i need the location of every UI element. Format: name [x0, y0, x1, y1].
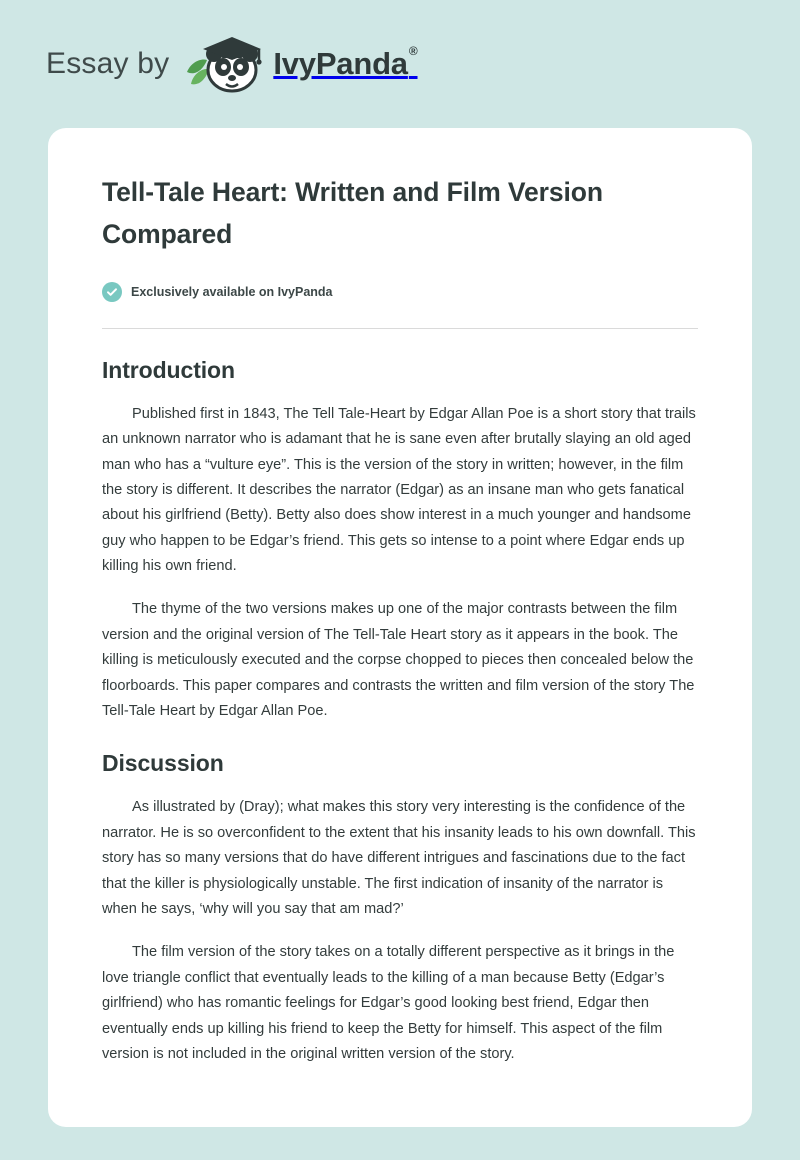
check-circle-icon [102, 282, 122, 302]
brand-name-text: IvyPanda [273, 46, 408, 81]
paragraph: The thyme of the two versions makes up one of the major contrasts between the film version and the original version of The Tell-Tale Heart story as it appears in the book. The killing is meticulously executed and the corpse chopped to pieces then concealed below the floorboards. This paper compares and contrasts the written and film version of the story The Tell-Tale Heart by Edgar Allan Poe. [102, 601, 695, 720]
site-header [0, 0, 800, 128]
title-divider [102, 328, 698, 329]
paragraph: Published first in 1843, The Tell Tale-Heart by Edgar Allan Poe is a short story that trails an unknown narrator who is adamant that he is sane even after brutally slaying an old aged man who has a “vulture eye”. This is the version of the story in written; however, in the film the story is different. It describes the narrator (Edgar) as an insane man who gets fanatical about his girlfriend (Betty). Betty also does show interest in a much younger and handsome guy who happen to be Edgar’s friend. This gets so intense to a point where Edgar ends up killing his own friend. [102, 405, 696, 575]
paragraph: As illustrated by (Dray); what makes this story very interesting is the confidence of the narrator. He is so overconfident to the extent that his insanity leads to his own downfall. This story has so many versions that do have different intrigues and fascinations due to the fact that the killer is physiologically unstable. The first indication of insanity of the narrator is when he says, ‘why will you say that am mad?’ [102, 799, 696, 917]
page-title: Tell-Tale Heart: Written and Film Version Compared [102, 177, 603, 249]
section-heading-discussion: Discussion [102, 750, 224, 777]
brand-logo-link[interactable] [181, 32, 416, 96]
paragraph: The film version of the story takes on a totally different perspective as it brings in the love triangle conflict that eventually leads to the killing of a man because Betty (Edgar’s girlfriend) who has romantic feelings for Edgar’s good looking best friend, Edgar then eventually ends up killing his friend to keep the Betty for himself. This aspect of the film version is not included in the original written version of the story. [102, 944, 675, 1062]
section-heading-introduction: Introduction [102, 356, 235, 383]
registered-trademark-symbol: ® [408, 43, 418, 58]
essay-by-label: Essay by [46, 47, 170, 80]
panda-graduate-logo-icon [181, 32, 267, 96]
status-badge [102, 282, 698, 302]
status-badge-label: Exclusively available on IvyPanda [131, 284, 333, 299]
brand-name [273, 43, 418, 82]
document-card [48, 128, 752, 1127]
